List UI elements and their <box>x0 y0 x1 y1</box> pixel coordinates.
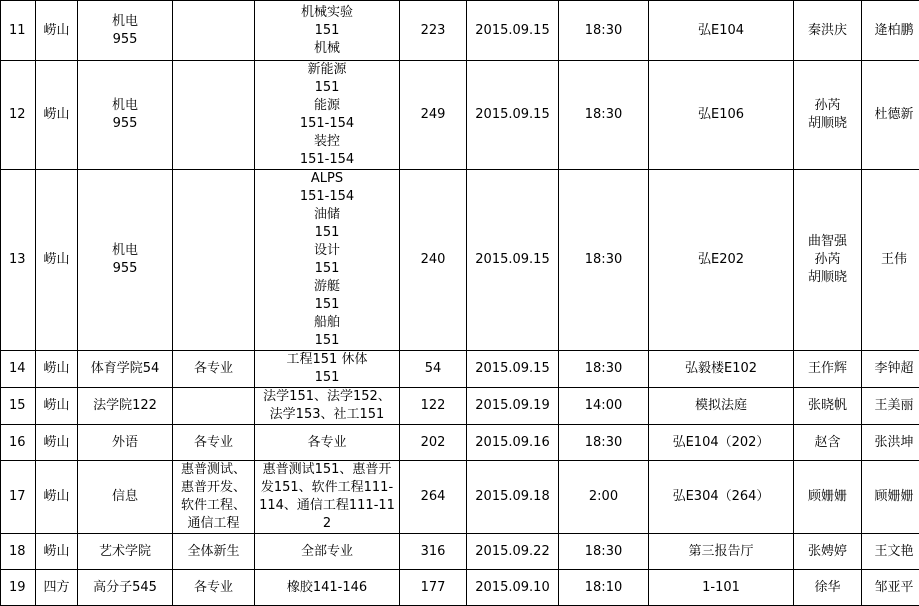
time-cell: 18:30 <box>559 425 649 461</box>
counselor-cell: 李钟超 <box>862 351 919 388</box>
college-cell: 机电 955 <box>78 1 173 61</box>
major-cell <box>173 170 255 351</box>
student-count-cell: 316 <box>400 534 467 570</box>
table-row <box>1 534 919 570</box>
campus-cell: 崂山 <box>36 425 78 461</box>
teacher-cell: 孙芮 胡顺晓 <box>794 61 862 170</box>
table-row <box>1 351 919 388</box>
classes-cell: 工程151 休体 151 <box>255 351 400 388</box>
teacher-cell: 张晓帆 <box>794 388 862 425</box>
room-cell: 弘E202 <box>649 170 794 351</box>
major-cell <box>173 1 255 61</box>
campus-cell: 崂山 <box>36 461 78 534</box>
teacher-cell: 赵含 <box>794 425 862 461</box>
college-cell: 机电 955 <box>78 61 173 170</box>
row-number-cell: 12 <box>1 61 36 170</box>
time-cell: 14:00 <box>559 388 649 425</box>
major-cell <box>173 61 255 170</box>
campus-cell: 崂山 <box>36 351 78 388</box>
room-cell: 模拟法庭 <box>649 388 794 425</box>
table-row <box>1 61 919 170</box>
date-cell: 2015.09.15 <box>467 351 559 388</box>
classes-cell: 橡胶141-146 <box>255 570 400 606</box>
counselor-cell: 张洪坤 <box>862 425 919 461</box>
time-cell: 18:30 <box>559 534 649 570</box>
time-cell: 18:30 <box>559 351 649 388</box>
major-cell: 各专业 <box>173 351 255 388</box>
room-cell: 弘E104（202） <box>649 425 794 461</box>
student-count-cell: 202 <box>400 425 467 461</box>
room-cell: 弘E104 <box>649 1 794 61</box>
classes-cell: 惠普测试151、惠普开发151、软件工程111-114、通信工程111-112 <box>255 461 400 534</box>
campus-cell: 崂山 <box>36 388 78 425</box>
counselor-cell: 杜德新 <box>862 61 919 170</box>
room-cell: 弘E304（264） <box>649 461 794 534</box>
campus-cell: 崂山 <box>36 170 78 351</box>
date-cell: 2015.09.22 <box>467 534 559 570</box>
classes-cell: 机械实验 151 机械 <box>255 1 400 61</box>
campus-cell: 崂山 <box>36 534 78 570</box>
major-cell: 各专业 <box>173 425 255 461</box>
row-number-cell: 17 <box>1 461 36 534</box>
college-cell: 艺术学院 <box>78 534 173 570</box>
counselor-cell: 王美丽 <box>862 388 919 425</box>
time-cell: 18:30 <box>559 1 649 61</box>
teacher-cell: 王作辉 <box>794 351 862 388</box>
teacher-cell: 曲智强 孙芮 胡顺晓 <box>794 170 862 351</box>
teacher-cell: 顾姗姗 <box>794 461 862 534</box>
college-cell: 高分子545 <box>78 570 173 606</box>
student-count-cell: 223 <box>400 1 467 61</box>
student-count-cell: 249 <box>400 61 467 170</box>
major-cell: 惠普测试、惠普开发、软件工程、通信工程 <box>173 461 255 534</box>
student-count-cell: 177 <box>400 570 467 606</box>
college-cell: 体育学院54 <box>78 351 173 388</box>
classes-cell: 各专业 <box>255 425 400 461</box>
row-number-cell: 19 <box>1 570 36 606</box>
student-count-cell: 54 <box>400 351 467 388</box>
college-cell: 信息 <box>78 461 173 534</box>
counselor-cell: 邹亚平 <box>862 570 919 606</box>
table-row <box>1 461 919 534</box>
classes-cell: 法学151、法学152、法学153、社工151 <box>255 388 400 425</box>
row-number-cell: 16 <box>1 425 36 461</box>
major-cell: 全体新生 <box>173 534 255 570</box>
date-cell: 2015.09.15 <box>467 1 559 61</box>
date-cell: 2015.09.10 <box>467 570 559 606</box>
row-number-cell: 14 <box>1 351 36 388</box>
row-number-cell: 18 <box>1 534 36 570</box>
row-number-cell: 11 <box>1 1 36 61</box>
room-cell: 第三报告厅 <box>649 534 794 570</box>
campus-cell: 崂山 <box>36 1 78 61</box>
campus-cell: 四方 <box>36 570 78 606</box>
date-cell: 2015.09.18 <box>467 461 559 534</box>
room-cell: 1-101 <box>649 570 794 606</box>
counselor-cell: 王文艳 <box>862 534 919 570</box>
room-cell: 弘毅楼E102 <box>649 351 794 388</box>
time-cell: 18:30 <box>559 61 649 170</box>
student-count-cell: 264 <box>400 461 467 534</box>
college-cell: 外语 <box>78 425 173 461</box>
date-cell: 2015.09.15 <box>467 61 559 170</box>
student-count-cell: 240 <box>400 170 467 351</box>
classes-cell: 新能源 151 能源 151-154 装控 151-154 <box>255 61 400 170</box>
counselor-cell: 顾姗姗 <box>862 461 919 534</box>
table-row <box>1 388 919 425</box>
teacher-cell: 秦洪庆 <box>794 1 862 61</box>
student-count-cell: 122 <box>400 388 467 425</box>
college-cell: 机电 955 <box>78 170 173 351</box>
counselor-cell: 王伟 <box>862 170 919 351</box>
college-cell: 法学院122 <box>78 388 173 425</box>
classes-cell: 全部专业 <box>255 534 400 570</box>
time-cell: 18:30 <box>559 170 649 351</box>
teacher-cell: 张娉婷 <box>794 534 862 570</box>
classes-cell: ALPS 151-154 油储 151 设计 151 游艇 151 船舶 151 <box>255 170 400 351</box>
date-cell: 2015.09.16 <box>467 425 559 461</box>
teacher-cell: 徐华 <box>794 570 862 606</box>
counselor-cell: 逄柏鹏 <box>862 1 919 61</box>
table-row <box>1 170 919 351</box>
table-row <box>1 1 919 61</box>
table-body <box>1 1 919 606</box>
time-cell: 2:00 <box>559 461 649 534</box>
room-cell: 弘E106 <box>649 61 794 170</box>
date-cell: 2015.09.15 <box>467 170 559 351</box>
campus-cell: 崂山 <box>36 61 78 170</box>
table-row <box>1 425 919 461</box>
row-number-cell: 13 <box>1 170 36 351</box>
major-cell <box>173 388 255 425</box>
row-number-cell: 15 <box>1 388 36 425</box>
time-cell: 18:10 <box>559 570 649 606</box>
date-cell: 2015.09.19 <box>467 388 559 425</box>
major-cell: 各专业 <box>173 570 255 606</box>
